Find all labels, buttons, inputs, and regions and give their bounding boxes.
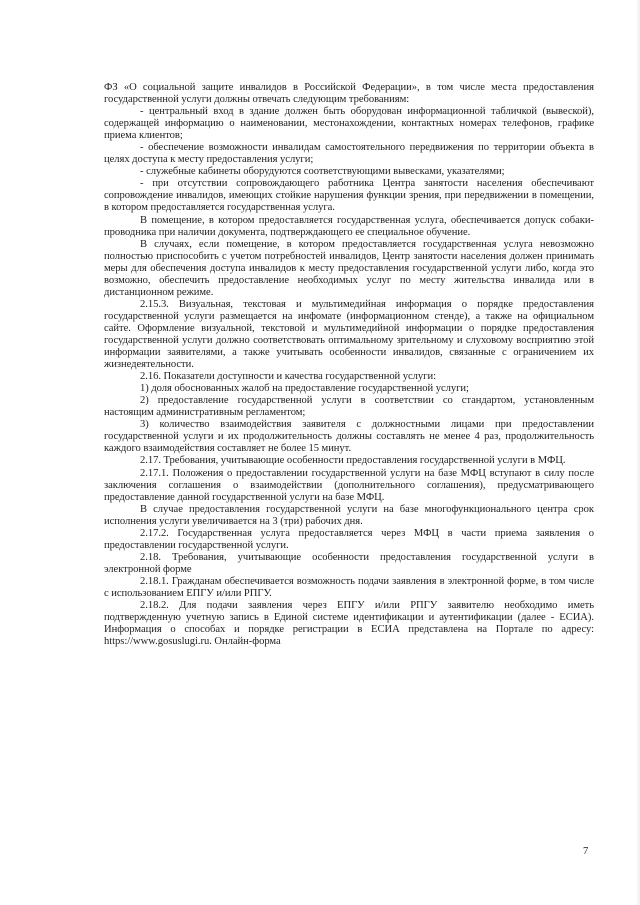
paragraph-9: 2.16. Показатели доступности и качества государственной услуги:	[140, 371, 436, 383]
paragraph-16: 2.17.2. Государственная услуга предоставляется через МФЦ в части приема заявления о предоставлении государственной услуги.	[104, 527, 594, 551]
paragraph-12: 3) количество взаимодействия заявителя с должностными лицами при предоставлении государственной услуги и их продолжительность должны составлять не менее 4 раз, продолжительность каждого взаимодействия составляет не более 15 минут.	[104, 419, 594, 455]
paragraph-11: 2) предоставление государственной услуги в соответствии со стандартом, установленным настоящим административным регламентом;	[104, 395, 594, 419]
paragraph-14: 2.17.1. Положения о предоставлении государственной услуги на базе МФЦ вступают в силу после заключения соглашения о взаимодействии (дополнительного соглашения), предусматривающего предоставление данной государственной услуги на базе МФЦ.	[104, 467, 594, 503]
paragraph-3: - обеспечение возможности инвалидам самостоятельного передвижения по территории объекта в целях доступа к месту предоставления услуги;	[104, 142, 594, 166]
paragraph-17: 2.18. Требования, учитывающие особенности предоставления государственной услуги в электронной форме	[104, 551, 594, 575]
paragraph-10: 1) доля обоснованных жалоб на предоставление государственной услуги;	[140, 383, 469, 395]
paragraph-4: - служебные кабинеты оборудуются соответствующими вывесками, указателями;	[140, 166, 505, 178]
paragraph-13: 2.17. Требования, учитывающие особенности предоставления государственной услуги в МФЦ.	[140, 455, 566, 467]
paragraph-19: 2.18.2. Для подачи заявления через ЕПГУ и/или РПГУ заявителю необходимо иметь подтвержденную учетную запись в Единой системе идентификации и аутентификации (далее - ЕСИА). Информация о способах и порядке регистрации в ЕСИА представлена на Портале по адресу: https://www.gosuslugi.ru. Онлайн-форма	[104, 600, 594, 648]
paragraph-8: 2.15.3. Визуальная, текстовая и мультимедийная информация о порядке предоставления государственной услуги размещается на инфомате (информационном стенде), а также на официальном сайте. Оформление визуальной, текстовой и мультимедийной информации о порядке предоставления государственной услуги должно соответствовать оптимальному зрительному и слуховому восприятию этой информации заявителями, а также учитывать особенности инвалидов, связанные с ограничением их жизнедеятельности.	[104, 298, 594, 371]
paragraph-1: ФЗ «О социальной защите инвалидов в Российской Федерации», в том числе места предоставления государственной услуги должны отвечать следующим требованиям:	[104, 82, 594, 106]
paragraph-2: - центральный вход в здание должен быть оборудован информационной табличкой (вывеской), содержащей информацию о наименовании, местонахождении, контактных номерах телефонов, графике приема клиентов;	[104, 106, 594, 142]
scan-edge-shadow	[636, 0, 640, 905]
document-body	[104, 82, 594, 648]
paragraph-18: 2.18.1. Гражданам обеспечивается возможность подачи заявления в электронной форме, в том числе с использованием ЕПГУ и/или РПГУ.	[104, 575, 594, 599]
paragraph-15: В случае предоставления государственной услуги на базе многофункционального центра срок исполнения услуги увеличивается на 3 (три) рабочих дня.	[104, 503, 594, 527]
page-number: 7	[583, 846, 589, 857]
paragraph-7: В случаях, если помещение, в котором предоставляется государственная услуга невозможно полностью приспособить с учетом потребностей инвалидов, Центр занятости населения должен принимать меры для обеспечения доступа инвалидов к месту предоставления государственной услуги либо, когда это возможно, обеспечить предоставление необходимых услуг по месту жительства инвалида или в дистанционном режиме.	[104, 238, 594, 298]
paragraph-6: В помещение, в котором предоставляется государственная услуга, обеспечивается допуск собаки-проводника при наличии документа, подтверждающего ее специальное обучение.	[104, 214, 594, 238]
paragraph-5: - при отсутствии сопровождающего работника Центра занятости населения обеспечивают сопровождение инвалидов, имеющих стойкие нарушения функции зрения, при передвижении в помещении, в котором предоставляется государственная услуга.	[104, 178, 594, 214]
